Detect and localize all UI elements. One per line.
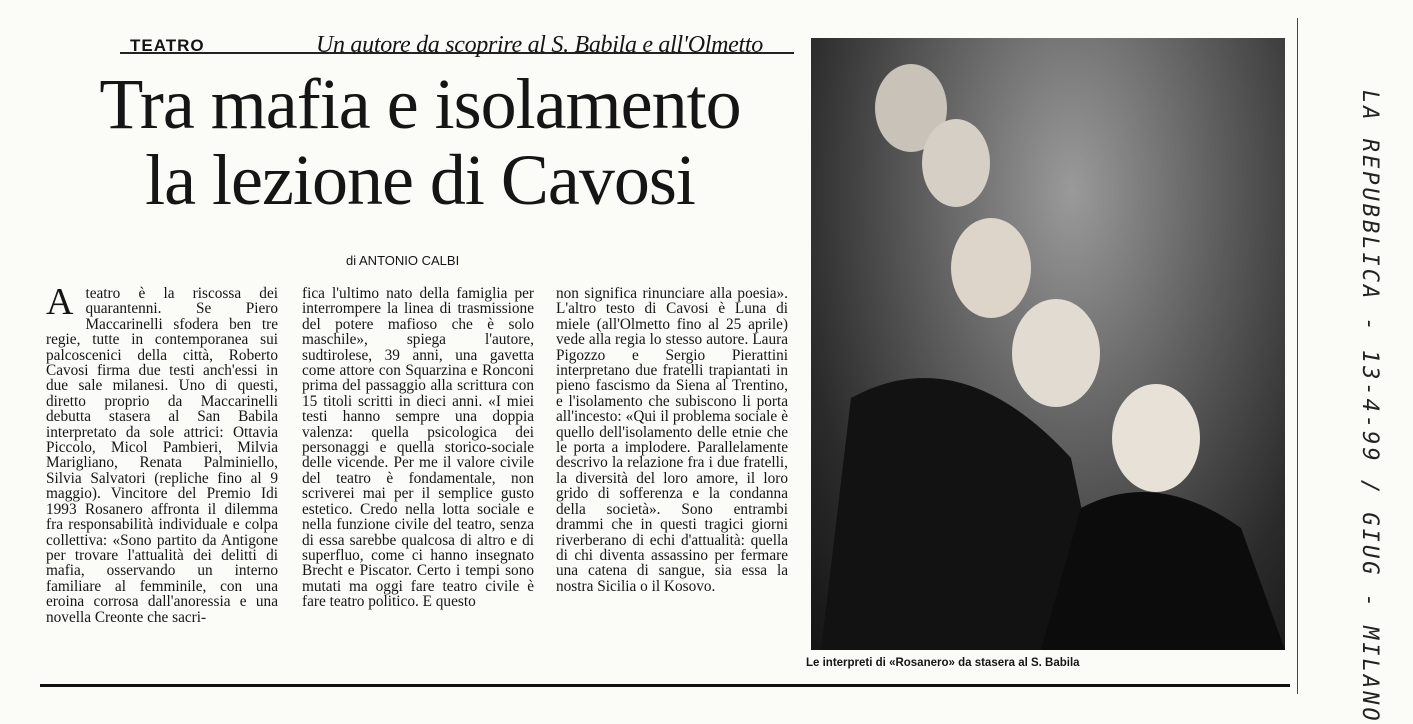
headline-line-1: Tra mafia e isolamento	[99, 64, 741, 144]
column-1-text: teatro è la riscossa dei quarantenni. Se Piero Maccarinelli sfodera ben tre regie, tutte in contemporanea sui palcoscenici della città, Roberto Cavosi firma due testi anch'essi in due sale milanesi. Uno di questi, diretto proprio da Maccarinelli debutta stasera al San Babila interpretato da sole attrici: Ottavia Piccolo, Micol Pambieri, Milvia Marigliano, Renata Palminiello, Silvia Salvatori (repliche fino al 9 maggio). Vincitore del Premio Idi 1993 Rosanero affronta il dilemma fra responsabilità individuale e colpa collettiva: «Sono partito da Antigone per trovare l'attualità dei delitti di mafia, osservando un interno familiare al femminile, con una eroina corrosa dall'anoressia e una novella Creonte che sacri-	[46, 285, 278, 626]
kicker: Un autore da scoprire al S. Babila e all'Olmetto	[316, 32, 763, 58]
article-column-2	[302, 286, 534, 610]
photo-caption: Le interpreti di «Rosanero» da stasera al S. Babila	[806, 657, 1080, 669]
headline-line-2: la lezione di Cavosi	[145, 140, 695, 220]
handwritten-note	[1302, 90, 1402, 724]
byline: di ANTONIO CALBI	[346, 253, 460, 268]
article-column-3	[556, 286, 788, 594]
section-label: TEATRO	[130, 36, 205, 55]
article-photo	[811, 38, 1285, 650]
column-3-text: non significa rinunciare alla poesia». L'altro testo di Cavosi è Luna di miele (all'Olmetto fino al 25 aprile) vede alla regia lo stesso autore. Laura Pigozzo e Sergio Pierattini interpretano due fratelli trapiantati in pieno fascismo da Siena al Trentino, e l'isolamento che subiscono li porta all'incesto: «Qui il problema sociale è quello dell'isolamento delle etnie che le porta a implodere. Parallelamente descrivo la relazione fra i due fratelli, la diversità del loro amore, il loro grido di sofferenza e la condanna della società». Sono entrambi drammi che in questi tragici giorni riverberano di echi d'attualità: quella di chi diventa assassino per fermare una catena di sangue, sia essa la nostra Sicilia o il Kosovo.	[556, 285, 788, 595]
photo-figures	[811, 38, 1285, 650]
vertical-rule	[1297, 18, 1298, 694]
headline	[50, 66, 790, 218]
handwritten-note-text: LA REPUBBLICA - 13-4-99 / GIUG - MILANO	[1357, 90, 1382, 724]
column-2-text: fica l'ultimo nato della famiglia per interrompere la linea di trasmissione del potere mafioso che è solo maschile», spiega l'autore, sudtirolese, 39 anni, una gavetta come attore con Squarzina e Ronconi prima del passaggio alla scrittura con 15 titoli scritti in dieci anni. «I miei testi hanno sempre una doppia valenza: quella psicologica dei personaggi e quella storico-sociale delle vicende. Per me il valore civile del teatro è fondamentale, non scriverei mai per il semplice gusto estetico. Credo nella lotta sociale e nella funzione civile del teatro, senza di essa sarebbe qualcosa di altro e di superfluo, come ci hanno insegnato Brecht e Piscator. Certo i tempi sono mutati ma oggi fare teatro civile è fare teatro politico. E questo	[302, 285, 534, 611]
bottom-rule	[40, 684, 1290, 687]
drop-cap: A	[46, 281, 74, 323]
article-column-1	[46, 281, 278, 626]
